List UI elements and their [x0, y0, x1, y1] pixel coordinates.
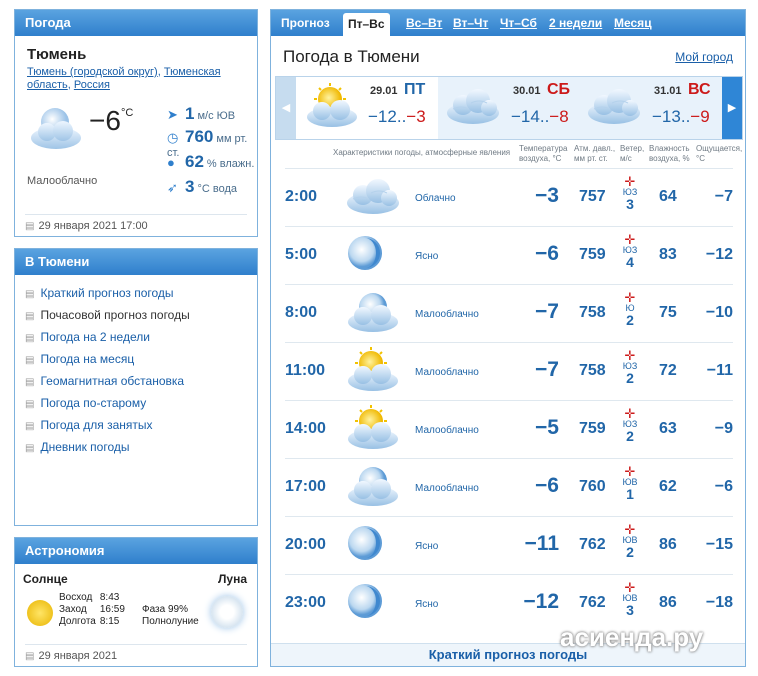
- sunset-label: Заход: [59, 604, 87, 615]
- row-wind-speed: 2: [626, 544, 634, 560]
- row-humidity: 75: [659, 304, 677, 321]
- wind-direction: ЮВ: [216, 110, 236, 122]
- gauge-icon: ◷: [167, 130, 179, 145]
- day-date: 29.01: [370, 85, 398, 97]
- row-time: 17:00: [285, 478, 326, 495]
- row-temperature: −6: [535, 242, 559, 265]
- humidity-value: 62: [185, 152, 204, 171]
- day-of-week: СБ: [547, 81, 571, 98]
- humidity-row: [167, 152, 254, 172]
- row-temperature: −3: [535, 184, 559, 207]
- table-row: [285, 284, 733, 343]
- row-wind-speed: 3: [626, 602, 634, 618]
- day-temp-high: −3: [406, 107, 426, 126]
- row-wind: [619, 175, 641, 211]
- sunrise-label: Восход: [59, 592, 93, 603]
- link-short-forecast[interactable]: Краткий прогноз погоды: [40, 286, 174, 300]
- row-condition: Малооблачно: [415, 309, 479, 320]
- day-card[interactable]: [580, 77, 722, 139]
- row-feels-like: −12: [705, 246, 733, 263]
- phase-name: Полнолуние: [142, 616, 199, 627]
- water-unit: °C вода: [197, 183, 237, 195]
- row-pressure: 758: [579, 304, 606, 321]
- pressure-unit: мм рт. ст.: [167, 133, 248, 159]
- row-temperature: −11: [524, 532, 559, 555]
- wind-rose-icon: ✛: [624, 522, 636, 537]
- tab-forecast-label: Прогноз: [281, 16, 330, 30]
- row-feels-like: −11: [706, 362, 733, 379]
- region-link-oblast[interactable]: Тюменская область: [27, 66, 221, 91]
- row-time: 5:00: [285, 246, 318, 263]
- row-time: 8:00: [285, 304, 318, 321]
- row-temperature: −12: [523, 590, 559, 613]
- tab-tue-thu[interactable]: Вт–Чт: [453, 16, 489, 30]
- row-condition: Облачно: [415, 193, 456, 204]
- list-item: [25, 393, 190, 415]
- tab-month[interactable]: Месяц: [614, 16, 652, 30]
- astronomy-panel: [14, 537, 258, 667]
- row-feels-like: −15: [705, 536, 733, 553]
- moon-cloud-icon: [343, 463, 403, 511]
- header-pressure: Атм. давл., мм рт. ст.: [574, 144, 616, 163]
- wind-rose-icon: ✛: [624, 174, 636, 189]
- cloud-icon: [443, 83, 503, 127]
- table-row: [285, 168, 733, 227]
- document-icon: ▤: [25, 651, 35, 662]
- wind-rose-icon: ✛: [624, 406, 636, 421]
- moon-icon: [343, 579, 403, 627]
- link-diary[interactable]: Дневник погоды: [40, 440, 130, 454]
- row-wind: [619, 407, 641, 443]
- row-wind-dir: ЮЗ: [622, 245, 638, 255]
- watermark: асиенда.ру: [560, 622, 704, 652]
- drop-icon: ●: [167, 155, 175, 170]
- pressure-value: 760: [185, 127, 214, 146]
- row-wind: [619, 291, 641, 327]
- daylength-label: Долгота: [59, 616, 96, 627]
- table-row: [285, 458, 733, 517]
- daylength-value: 8:15: [99, 616, 120, 627]
- row-condition: Малооблачно: [415, 425, 479, 436]
- row-condition: Малооблачно: [415, 367, 479, 378]
- list-item: [25, 415, 190, 437]
- cloud-icon: [584, 83, 644, 127]
- list-item: [25, 327, 190, 349]
- day-of-week: ВС: [688, 81, 711, 98]
- row-wind: [619, 523, 641, 559]
- row-wind-speed: 2: [626, 312, 634, 328]
- wind-rose-icon: ✛: [624, 290, 636, 305]
- wind-unit: м/с: [197, 110, 214, 122]
- day-temp-sep: ..: [396, 107, 407, 126]
- day-temp-high: −9: [690, 107, 710, 126]
- row-wind-speed: 4: [626, 254, 634, 270]
- city-links-header: В Тюмени: [15, 249, 257, 275]
- row-time: 20:00: [285, 536, 326, 553]
- day-temp-low: −12: [368, 107, 397, 126]
- row-wind-dir: Ю: [625, 303, 635, 313]
- moon-cloud-icon: [343, 289, 403, 337]
- row-humidity: 83: [659, 246, 677, 263]
- row-humidity: 86: [659, 594, 677, 611]
- list-item: [25, 371, 190, 393]
- region-link-country[interactable]: Россия: [73, 79, 110, 91]
- row-wind-dir: ЮВ: [622, 477, 638, 487]
- sun-cloud-icon: [343, 347, 403, 395]
- row-humidity: 62: [659, 478, 677, 495]
- list-item: [25, 437, 190, 459]
- current-timestamp: [25, 214, 247, 232]
- table-row: [285, 342, 733, 401]
- row-wind-speed: 2: [626, 428, 634, 444]
- wind-rose-icon: ✛: [624, 580, 636, 595]
- row-condition: Малооблачно: [415, 483, 479, 494]
- row-feels-like: −18: [705, 594, 733, 611]
- day-temp-low: −14: [511, 107, 540, 126]
- document-icon: ▤: [25, 399, 35, 410]
- wind-rose-icon: ✛: [624, 464, 636, 479]
- current-temp: [89, 105, 133, 137]
- day-temp-range: [368, 107, 426, 127]
- sun-label: Солнце: [23, 572, 68, 586]
- document-icon: ▤: [25, 333, 35, 344]
- region-separator: ,: [157, 66, 164, 78]
- full-moon-icon: [211, 596, 243, 628]
- row-feels-like: −10: [705, 304, 733, 321]
- region-link-district[interactable]: Тюмень (городской округ): [27, 66, 158, 78]
- row-wind: [619, 349, 641, 385]
- current-temp-value: −6: [89, 105, 121, 136]
- document-icon: ▤: [25, 311, 35, 322]
- row-pressure: 757: [579, 188, 606, 205]
- wind-rose-icon: ✛: [624, 232, 636, 247]
- list-item: [25, 305, 190, 327]
- humidity-unit: % влажн.: [206, 158, 255, 170]
- sun-icon: [27, 600, 53, 626]
- document-icon: ▤: [25, 289, 35, 300]
- list-item: [25, 349, 190, 371]
- region-links: [27, 66, 247, 92]
- timestamp-text: 29 января 2021: [38, 650, 118, 662]
- row-wind: [619, 233, 641, 269]
- wind-value: 1: [185, 104, 195, 123]
- row-feels-like: −6: [714, 478, 733, 495]
- document-icon: ▤: [25, 221, 35, 232]
- link-busy[interactable]: Погода для занятых: [40, 418, 153, 432]
- header-feels-like: Ощущается, °С: [696, 144, 743, 163]
- document-icon: ▤: [25, 355, 35, 366]
- row-pressure: 760: [579, 478, 606, 495]
- row-wind: [619, 581, 641, 617]
- row-pressure: 762: [579, 594, 606, 611]
- next-arrow-button[interactable]: ▶: [722, 77, 742, 139]
- my-city-link[interactable]: Мой город: [675, 50, 733, 64]
- row-humidity: 86: [659, 536, 677, 553]
- day-temp-sep: ..: [680, 107, 691, 126]
- document-icon: ▤: [25, 377, 35, 388]
- row-feels-like: −9: [714, 420, 733, 437]
- astronomy-header: Астрономия: [15, 538, 257, 564]
- row-wind: [619, 465, 641, 501]
- astronomy-timestamp: [25, 644, 247, 662]
- day-temp-sep: ..: [539, 107, 550, 126]
- forecast-tabs: [271, 10, 745, 36]
- row-pressure: 762: [579, 536, 606, 553]
- sun-times: [59, 592, 129, 628]
- current-temp-unit: °C: [120, 107, 134, 119]
- day-date: 30.01: [513, 85, 541, 97]
- link-month[interactable]: Погода на месяц: [40, 352, 135, 366]
- forecast-panel: [270, 9, 746, 667]
- link-old-style[interactable]: Погода по-старому: [40, 396, 147, 410]
- day-card[interactable]: [296, 77, 438, 139]
- timestamp-text: 29 января 2021 17:00: [38, 220, 148, 232]
- region-separator: ,: [67, 79, 74, 91]
- row-wind-dir: ЮЗ: [622, 187, 638, 197]
- row-wind-speed: 3: [626, 196, 634, 212]
- row-temperature: −5: [535, 416, 559, 439]
- current-weather-panel: [14, 9, 258, 237]
- fish-icon: ➶: [167, 180, 178, 195]
- row-wind-dir: ЮВ: [622, 593, 638, 603]
- current-condition: Малооблачно: [27, 175, 98, 187]
- prev-arrow-button[interactable]: ◀: [276, 77, 296, 139]
- table-row: [285, 516, 733, 575]
- tab-two-weeks[interactable]: 2 недели: [549, 16, 603, 30]
- row-time: 23:00: [285, 594, 326, 611]
- link-two-weeks[interactable]: Погода на 2 недели: [40, 330, 150, 344]
- row-temperature: −7: [535, 300, 559, 323]
- day-card[interactable]: [439, 77, 581, 139]
- cloud-icon: [343, 173, 403, 221]
- day-temp-high: −8: [549, 107, 569, 126]
- list-item: [25, 283, 190, 305]
- row-pressure: 759: [579, 246, 606, 263]
- sunrise-value: 8:43: [99, 592, 120, 603]
- row-humidity: 63: [659, 420, 677, 437]
- row-condition: Ясно: [415, 541, 439, 552]
- row-humidity: 64: [659, 188, 677, 205]
- water-row: [167, 177, 237, 197]
- wind-arrow-icon: ➤: [167, 107, 178, 122]
- tab-thu-sat[interactable]: Чт–Сб: [500, 16, 537, 30]
- wind-rose-icon: ✛: [624, 348, 636, 363]
- row-wind-dir: ЮЗ: [622, 419, 638, 429]
- city-links-list: [25, 283, 190, 459]
- moon-label: Луна: [217, 572, 247, 586]
- moon-phase: [142, 604, 199, 628]
- row-temperature: −6: [535, 474, 559, 497]
- row-wind-dir: ЮВ: [622, 535, 638, 545]
- day-selector: [275, 76, 743, 140]
- row-pressure: 758: [579, 362, 606, 379]
- sunset-value: 16:59: [99, 604, 125, 615]
- header-condition: Характеристики погоды, атмосферные явления: [333, 148, 511, 157]
- row-feels-like: −7: [714, 188, 733, 205]
- sun-cloud-icon: [302, 83, 362, 131]
- row-time: 2:00: [285, 188, 318, 205]
- document-icon: ▤: [25, 421, 35, 432]
- row-pressure: 759: [579, 420, 606, 437]
- day-of-week: ПТ: [404, 81, 426, 98]
- header-wind: Ветер, м/с: [620, 144, 645, 163]
- phase-value: 99%: [167, 604, 188, 615]
- header-humidity: Влажность воздуха, %: [649, 144, 690, 163]
- row-condition: Ясно: [415, 599, 439, 610]
- day-date: 31.01: [654, 85, 682, 97]
- city-links-panel: [14, 248, 258, 526]
- row-humidity: 72: [659, 362, 677, 379]
- header-temperature: Температура воздуха, °С: [519, 144, 568, 163]
- page-title: Погода в Тюмени: [283, 47, 420, 66]
- row-wind-speed: 2: [626, 370, 634, 386]
- row-wind-speed: 1: [626, 486, 634, 502]
- row-temperature: −7: [535, 358, 559, 381]
- current-weather-header: Погода: [15, 10, 257, 36]
- link-geomagnetic[interactable]: Геомагнитная обстановка: [40, 374, 185, 388]
- table-row: [285, 226, 733, 285]
- day-temp-low: −13: [652, 107, 681, 126]
- document-icon: ▤: [25, 443, 35, 454]
- sun-cloud-icon: [343, 405, 403, 453]
- moon-cloud-icon: [27, 104, 85, 152]
- day-temp-range: [652, 107, 710, 127]
- row-time: 11:00: [285, 362, 326, 379]
- water-value: 3: [185, 177, 195, 196]
- link-hourly-forecast[interactable]: Почасовой прогноз погоды: [40, 308, 190, 322]
- city-name: Тюмень: [27, 46, 87, 63]
- moon-icon: [343, 231, 403, 279]
- moon-icon: [343, 521, 403, 569]
- phase-label: Фаза: [142, 604, 166, 615]
- day-temp-range: [511, 107, 569, 127]
- row-condition: Ясно: [415, 251, 439, 262]
- tab-sun-tue[interactable]: Вс–Вт: [406, 16, 443, 30]
- row-time: 14:00: [285, 420, 326, 437]
- table-row: [285, 400, 733, 459]
- short-forecast-link[interactable]: Краткий прогноз погоды: [271, 643, 745, 666]
- tab-fri-sun[interactable]: Пт–Вс: [343, 13, 390, 36]
- wind-row: [167, 104, 235, 124]
- row-wind-dir: ЮЗ: [622, 361, 638, 371]
